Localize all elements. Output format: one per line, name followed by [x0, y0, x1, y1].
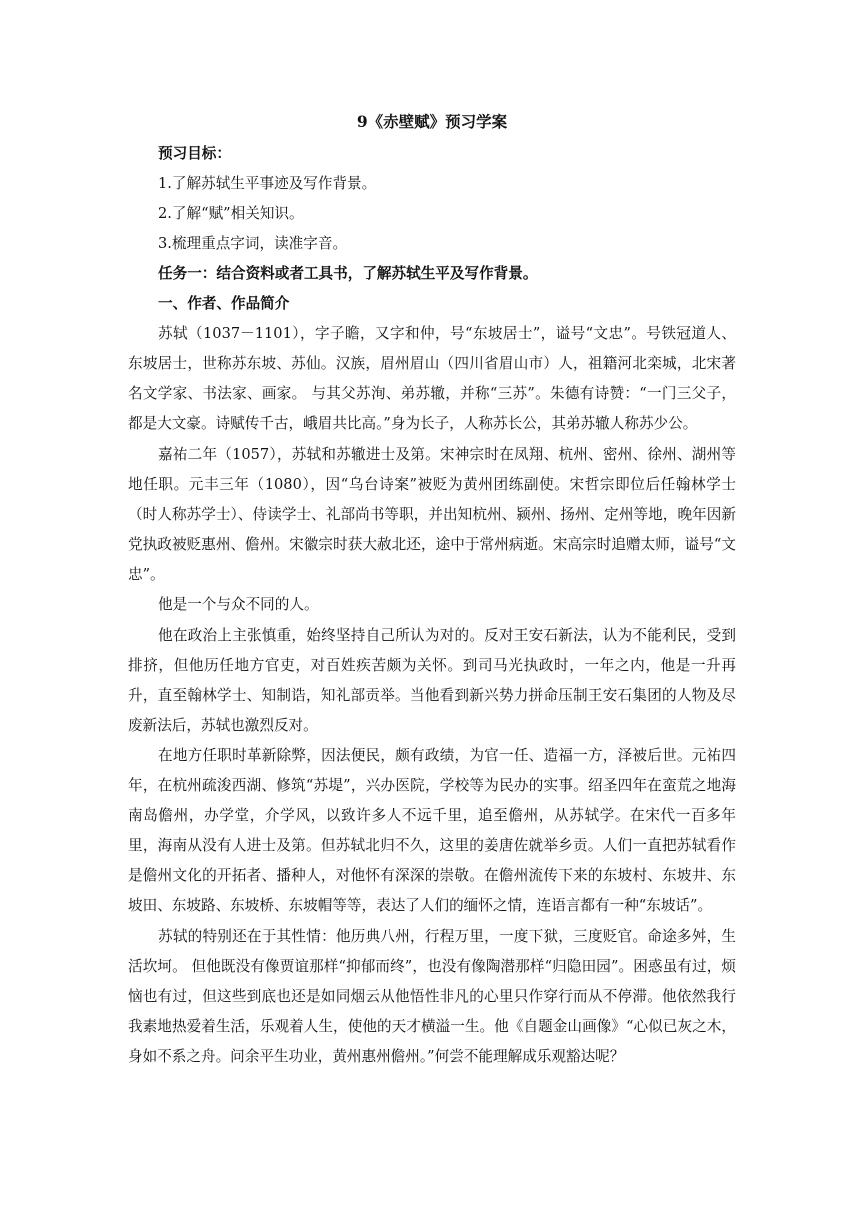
paragraph-biography: 苏轼（1037－1101），字子瞻，又字和仲，号“东坡居士”，谥号“文忠”。号铁冠道人、东坡居士，世称苏东坡、苏仙。汉族，眉州眉山（四川省眉山市）人，祖籍河北栾城，北宋著名文学家、书法家、画家。 与其父苏洵、弟苏辙，并称“三苏”。朱德有诗赞：“一门三父子，都是大文豪。诗赋传千古，峨眉共比高。”身为长子，人称苏长公，其弟苏辙人称苏少公。: [128, 325, 736, 432]
objective-item: 2.了解“赋”相关知识。: [158, 205, 304, 222]
paragraph-politics: 他在政治上主张慎重，始终坚持自己所认为对的。反对王安石新法，认为不能利民，受到排挤，但他历任地方官吏，对百姓疾苦颇为关怀。到司马光执政时，一年之内，他是一升再升，直至翰林学士、知制诰，知礼部贡举。当他看到新兴势力拼命压制王安石集团的人物及尽废新法后，苏轼也激烈反对。: [128, 626, 736, 734]
paragraph-local-governance: 在地方任职时革新除弊，因法便民，颇有政绩，为官一任、造福一方，泽被后世。元祐四年，在杭州疏浚西湖、修筑“苏堤”，兴办医院，学校等为民办的实事。绍圣四年在蛮荒之地海南岛儋州，办学堂，介学风，以致许多人不远千里，追至儋州，从苏轼学。在宋代一百多年里，海南从没有人进士及第。但苏轼北归不久，这里的姜唐佐就举乡贡。人们一直把苏轼看作是儋州文化的开拓者、播种人，对他怀有深深的崇敬。在儋州流传下来的东坡村、东坡井、东坡田、东坡路、东坡桥、东坡帽等等，表达了人们的缅怀之情，连语言都有一种“东坡话”。: [128, 747, 736, 914]
objective-item: 1.了解苏轼生平事迹及写作背景。: [158, 175, 377, 192]
document-body: [128, 108, 736, 1072]
objectives-heading: 预习目标：: [158, 145, 231, 162]
task1-heading: 任务一：结合资料或者工具书，了解苏轼生平及写作背景。: [158, 265, 538, 282]
objective-item: 3.梳理重点字词，读准字音。: [158, 235, 348, 252]
document-title: 9《赤壁赋》预习学案: [356, 112, 508, 131]
paragraph-intro: 他是一个与众不同的人。: [158, 596, 319, 613]
section1-heading: 一、作者、作品简介: [158, 295, 290, 312]
paragraph-temperament: 苏轼的特别还在于其性情：他历典八州，行程万里，一度下狱，三度贬官。命途多舛，生活坎坷。 但他既没有像贾谊那样“抑郁而终”，也没有像陶潜那样“归隐田园”。困惑虽有过，烦恼也有过，但这些到底也还是如同烟云从他悟性非凡的心里只作穿行而从不停滞。他依然我行我素地热爱着生活，乐观着人生，使他的天才横溢一生。他《自题金山画像》“心似已灰之木，身如不系之舟。问余平生功业，黄州惠州儋州。”何尝不能理解成乐观豁达呢？: [128, 927, 736, 1065]
paragraph-career: 嘉祐二年（1057），苏轼和苏辙进士及第。宋神宗时在凤翔、杭州、密州、徐州、湖州等地任职。元丰三年（1080），因“乌台诗案”被贬为黄州团练副使。宋哲宗即位后任翰林学士（时人称苏学士）、侍读学士、礼部尚书等职，并出知杭州、颍州、扬州、定州等地，晚年因新党执政被贬惠州、儋州。宋徽宗时获大赦北还，途中于常州病逝。宋高宗时追赠太师，谥号“文忠”。: [128, 445, 736, 583]
